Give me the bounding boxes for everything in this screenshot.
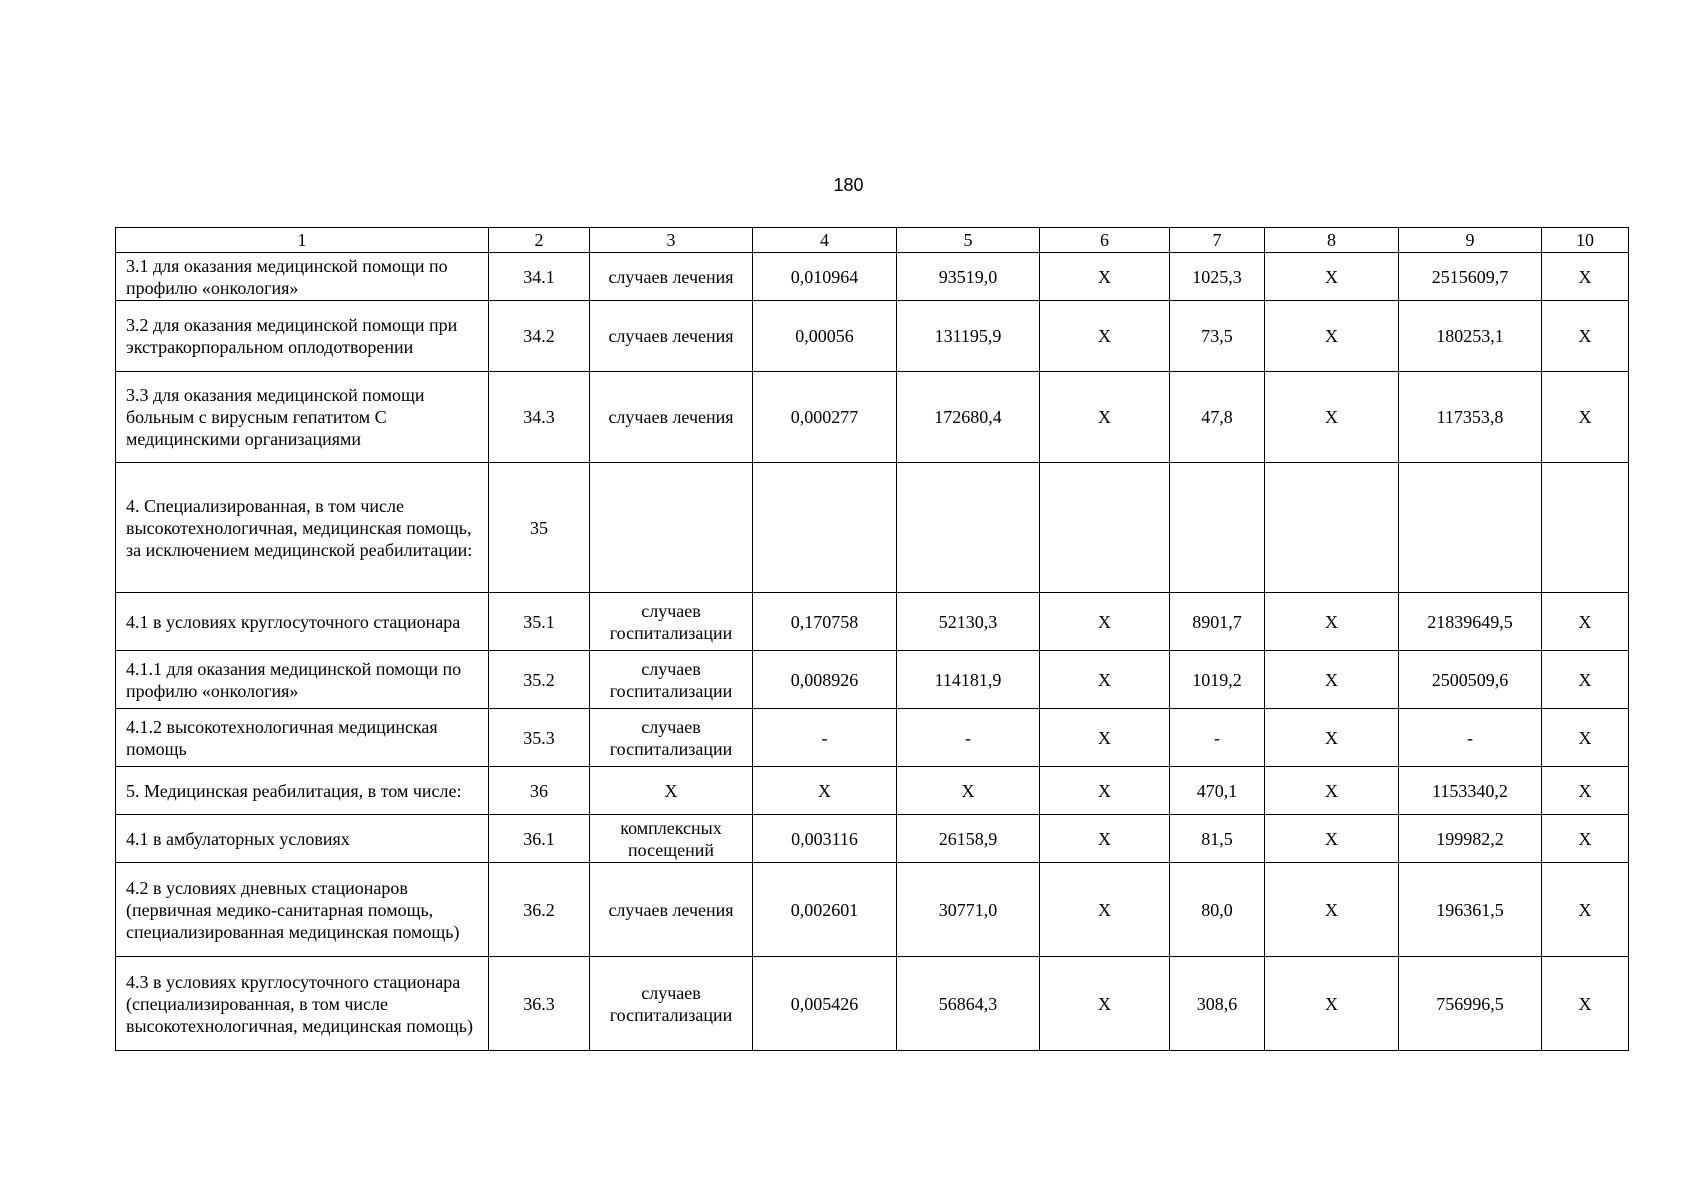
cell: 80,0 (1170, 863, 1265, 957)
cell: 21839649,5 (1399, 593, 1542, 651)
row-name: 4.1 в условиях круглосуточного стационара (116, 593, 489, 651)
cell (1040, 463, 1170, 593)
cell: X (1542, 372, 1629, 463)
cell: X (1040, 957, 1170, 1051)
cell: 117353,8 (1399, 372, 1542, 463)
row-unit: случаев лечения (590, 372, 753, 463)
table-row (116, 863, 1629, 957)
column-header: 9 (1399, 228, 1542, 253)
row-unit: случаев госпитализации (590, 593, 753, 651)
cell: X (1542, 593, 1629, 651)
cell: - (1399, 709, 1542, 767)
cell: 81,5 (1170, 815, 1265, 863)
cell: 0,008926 (753, 651, 897, 709)
cell: X (1265, 651, 1399, 709)
cell: 0,010964 (753, 253, 897, 301)
row-name: 4.3 в условиях круглосуточного стационара (специализированная, в том числе высокотехнологичная, медицинская помощь) (116, 957, 489, 1051)
cell: - (1170, 709, 1265, 767)
column-header: 5 (897, 228, 1040, 253)
cell: X (1040, 253, 1170, 301)
cell: 0,005426 (753, 957, 897, 1051)
cell: X (1265, 253, 1399, 301)
row-name: 4.1 в амбулаторных условиях (116, 815, 489, 863)
cell: X (1265, 863, 1399, 957)
cell: X (1542, 957, 1629, 1051)
cell: X (1542, 651, 1629, 709)
cell: X (1265, 593, 1399, 651)
table-row (116, 767, 1629, 815)
cell: 180253,1 (1399, 301, 1542, 372)
row-name: 4. Специализированная, в том числе высокотехнологичная, медицинская помощь, за исключением медицинской реабилитации: (116, 463, 489, 593)
cell: X (1040, 815, 1170, 863)
cell: 30771,0 (897, 863, 1040, 957)
column-header: 2 (489, 228, 590, 253)
column-header: 3 (590, 228, 753, 253)
row-unit: X (590, 767, 753, 815)
row-code: 35.3 (489, 709, 590, 767)
cell: 47,8 (1170, 372, 1265, 463)
cell: 470,1 (1170, 767, 1265, 815)
page-number: 180 (833, 175, 864, 195)
cell: 2515609,7 (1399, 253, 1542, 301)
cell: 172680,4 (897, 372, 1040, 463)
cell: X (1542, 767, 1629, 815)
cell (1399, 463, 1542, 593)
cell: 26158,9 (897, 815, 1040, 863)
cell: 0,170758 (753, 593, 897, 651)
cell: 199982,2 (1399, 815, 1542, 863)
row-code: 36.3 (489, 957, 590, 1051)
cell: X (1542, 301, 1629, 372)
cell: 114181,9 (897, 651, 1040, 709)
row-unit: случаев лечения (590, 301, 753, 372)
row-unit: случаев лечения (590, 863, 753, 957)
cell: X (1040, 593, 1170, 651)
column-header: 4 (753, 228, 897, 253)
cell: 1025,3 (1170, 253, 1265, 301)
row-code: 35 (489, 463, 590, 593)
row-code: 35.1 (489, 593, 590, 651)
cell: - (897, 709, 1040, 767)
row-code: 35.2 (489, 651, 590, 709)
row-name: 3.1 для оказания медицинской помощи по профилю «онкология» (116, 253, 489, 301)
cell: X (1265, 957, 1399, 1051)
cell: 52130,3 (897, 593, 1040, 651)
cell: X (1542, 709, 1629, 767)
cell: X (897, 767, 1040, 815)
row-name: 3.2 для оказания медицинской помощи при экстракорпоральном оплодотворении (116, 301, 489, 372)
cell (1542, 463, 1629, 593)
table-row (116, 593, 1629, 651)
cell: X (1040, 372, 1170, 463)
cell: 56864,3 (897, 957, 1040, 1051)
cell: X (1040, 709, 1170, 767)
row-code: 34.1 (489, 253, 590, 301)
row-code: 36 (489, 767, 590, 815)
row-code: 34.3 (489, 372, 590, 463)
cell: X (1265, 709, 1399, 767)
cell: X (1040, 301, 1170, 372)
cell: 308,6 (1170, 957, 1265, 1051)
cell: 73,5 (1170, 301, 1265, 372)
table-row (116, 301, 1629, 372)
row-unit: комплексных посещений (590, 815, 753, 863)
table-row (116, 709, 1629, 767)
cell (1170, 463, 1265, 593)
cell: - (753, 709, 897, 767)
row-unit: случаев госпитализации (590, 651, 753, 709)
column-header: 1 (116, 228, 489, 253)
row-name: 3.3 для оказания медицинской помощи больным с вирусным гепатитом С медицинскими организациями (116, 372, 489, 463)
cell: 131195,9 (897, 301, 1040, 372)
column-header: 6 (1040, 228, 1170, 253)
row-unit: случаев лечения (590, 253, 753, 301)
cell: X (1040, 863, 1170, 957)
cell: X (1265, 301, 1399, 372)
column-header: 7 (1170, 228, 1265, 253)
cell: 0,00056 (753, 301, 897, 372)
row-unit (590, 463, 753, 593)
table-row (116, 651, 1629, 709)
cell: X (1040, 651, 1170, 709)
row-name: 4.1.1 для оказания медицинской помощи по профилю «онкология» (116, 651, 489, 709)
cell: 0,003116 (753, 815, 897, 863)
cell: X (1265, 815, 1399, 863)
cell: X (1542, 863, 1629, 957)
cell: 8901,7 (1170, 593, 1265, 651)
table-row (116, 372, 1629, 463)
cell: 2500509,6 (1399, 651, 1542, 709)
cell: 1019,2 (1170, 651, 1265, 709)
row-unit: случаев госпитализации (590, 957, 753, 1051)
row-code: 34.2 (489, 301, 590, 372)
row-code: 36.2 (489, 863, 590, 957)
table-row (116, 957, 1629, 1051)
row-name: 5. Медицинская реабилитация, в том числе: (116, 767, 489, 815)
cell: X (1542, 815, 1629, 863)
cell (897, 463, 1040, 593)
data-table (115, 227, 1629, 1051)
cell: X (753, 767, 897, 815)
cell: X (1542, 253, 1629, 301)
row-code: 36.1 (489, 815, 590, 863)
cell: X (1265, 372, 1399, 463)
column-header: 10 (1542, 228, 1629, 253)
cell: X (1265, 767, 1399, 815)
table-row (116, 815, 1629, 863)
cell: 196361,5 (1399, 863, 1542, 957)
cell (753, 463, 897, 593)
table-row (116, 253, 1629, 301)
cell: 0,002601 (753, 863, 897, 957)
row-unit: случаев госпитализации (590, 709, 753, 767)
table-row (116, 463, 1629, 593)
cell: 756996,5 (1399, 957, 1542, 1051)
cell: 93519,0 (897, 253, 1040, 301)
row-name: 4.2 в условиях дневных стационаров (первичная медико-санитарная помощь, специализированная медицинская помощь) (116, 863, 489, 957)
cell: 0,000277 (753, 372, 897, 463)
column-number-row (116, 228, 1629, 253)
column-header: 8 (1265, 228, 1399, 253)
cell (1265, 463, 1399, 593)
cell: 1153340,2 (1399, 767, 1542, 815)
row-name: 4.1.2 высокотехнологичная медицинская помощь (116, 709, 489, 767)
cell: X (1040, 767, 1170, 815)
